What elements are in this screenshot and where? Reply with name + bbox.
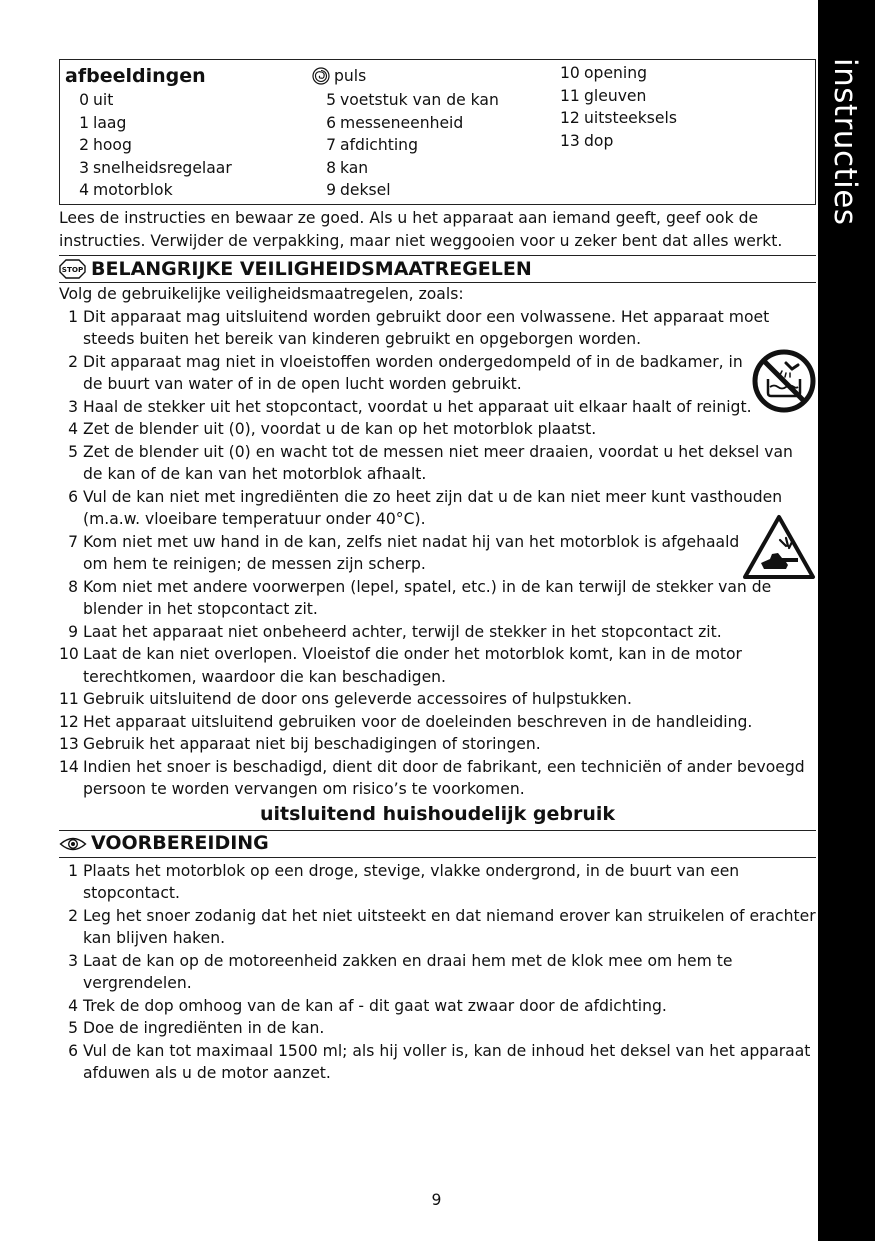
no-water-warning-icon <box>752 349 816 413</box>
safety-lead: Volg de gebruikelijke veiligheidsmaatregelen, zoals: <box>59 285 464 303</box>
figure-item: 12 uitsteeksels <box>560 109 677 127</box>
figure-item: 9 deksel <box>326 181 391 199</box>
safety-heading <box>59 255 816 283</box>
safety-list <box>59 306 816 801</box>
svg-text:STOP: STOP <box>61 265 84 275</box>
list-item: 4 Trek de dop omhoog van de kan af - dit gaat wat zwaar door de afdichting. <box>68 996 667 1015</box>
figure-item: 1 laag <box>79 113 127 132</box>
domestic-use-notice: uitsluitend huishoudelijk gebruik <box>259 802 616 825</box>
figure-item: 10 opening <box>560 64 648 82</box>
preparation-title: VOORBEREIDING <box>91 832 269 855</box>
list-item: 12 Het apparaat uitsluitend gebruiken voor de doeleinden beschreven in de handleiding. <box>59 712 753 731</box>
list-item: 1 Plaats het motorblok op een droge, stevige, vlakke ondergrond, in de buurt van een stopcontact. <box>68 861 740 902</box>
eye-icon <box>59 835 87 853</box>
page-number: 9 <box>431 1191 442 1209</box>
figures-column-2 <box>312 63 499 202</box>
figure-item-puls: puls <box>312 63 499 89</box>
page-content <box>59 59 816 1085</box>
list-item: 8 Kom niet met andere voorwerpen (lepel, spatel, etc.) in de kan terwijl de stekker van de blender in het stopcontact zit. <box>68 577 772 618</box>
list-item: 6 Vul de kan niet met ingrediënten die zo heet zijn dat u de kan niet meer kunt vasthouden (m.a.w. vloeibare temperatuur onder 40°C). <box>68 487 783 528</box>
figures-title: afbeeldingen <box>65 65 206 87</box>
list-item: 2 Dit apparaat mag niet in vloeistoffen worden ondergedompeld of in de badkamer, in de buurt van water of in de open lucht worden gebruikt. <box>68 352 743 393</box>
list-item: 7 Kom niet met uw hand in de kan, zelfs niet nadat hij van het motorblok is afgehaald om hem te reinigen; de messen zijn scherp. <box>68 532 740 573</box>
figures-column-1 <box>65 63 232 202</box>
list-item: 5 Doe de ingrediënten in de kan. <box>68 1019 325 1037</box>
figure-item: 6 messeneenheid <box>326 113 464 132</box>
list-item: 6 Vul de kan tot maximaal 1500 ml; als hij voller is, kan de inhoud het deksel van het apparaat afduwen als u de motor aanzet. <box>68 1041 811 1082</box>
list-item: 4 Zet de blender uit (0), voordat u de kan op het motorblok plaatst. <box>68 420 597 438</box>
list-item: 5 Zet de blender uit (0) en wacht tot de messen niet meer draaien, voordat u het deksel van de kan of de kan van het motorblok afhaalt. <box>68 442 793 483</box>
list-item: 3 Haal de stekker uit het stopcontact, voordat u het apparaat uit elkaar haalt of reinigt. <box>68 397 752 416</box>
list-item: 11 Gebruik uitsluitend de door ons geleverde accessoires of hulpstukken. <box>59 690 632 708</box>
figure-item: 2 hoog <box>79 136 132 154</box>
list-item: 9 Laat het apparaat niet onbeheerd achter, terwijl de stekker in het stopcontact zit. <box>68 622 722 641</box>
stop-icon <box>59 259 86 279</box>
pulse-icon <box>312 67 330 85</box>
list-item: 1 Dit apparaat mag uitsluitend worden gebruikt door een volwassene. Het apparaat moet steeds buiten het bereik van kinderen gebruikt en opgeborgen worden. <box>68 307 770 348</box>
list-item: 13 Gebruik het apparaat niet bij beschadigingen of storingen. <box>59 735 541 753</box>
figure-item: 8 kan <box>326 158 369 177</box>
figure-item: 11 gleuven <box>560 86 647 105</box>
list-item: 10 Laat de kan niet overlopen. Vloeistof die onder het motorblok komt, kan in de motor terechtkomen, waardoor die kan beschadigen. <box>59 645 742 686</box>
figure-item: 5 voetstuk van de kan <box>326 91 499 109</box>
preparation-list <box>59 860 816 1085</box>
sharp-blades-warning-icon <box>742 514 816 580</box>
list-item: 2 Leg het snoer zodanig dat het niet uitsteekt en dat niemand erover kan struikelen of erachter kan blijven haken. <box>68 906 816 947</box>
section-sidebar <box>818 0 875 1241</box>
list-item: 14 Indien het snoer is beschadigd, dient dit door de fabrikant, een techniciën of ander bevoegd persoon te worden vervangen om risico’s te voorkomen. <box>59 757 805 798</box>
figure-item: 13 dop <box>560 131 614 150</box>
figures-column-3 <box>560 62 677 152</box>
intro-paragraph: Lees de instructies en bewaar ze goed. Als u het apparaat aan iemand geeft, geef ook de instructies. Verwijder de verpakking, maar niet weggooien voor u zeker bent dat alles werkt. <box>59 209 783 250</box>
figures-legend <box>59 59 816 205</box>
figure-item: 0 uit <box>79 91 114 109</box>
figure-item: 3 snelheidsregelaar <box>79 158 232 177</box>
preparation-heading <box>59 830 816 858</box>
list-item: 3 Laat de kan op de motoreenheid zakken en draai hem met de klok mee om hem te vergrendelen. <box>68 951 733 992</box>
section-label: instructies <box>827 58 863 226</box>
figure-item: 7 afdichting <box>326 136 418 154</box>
figure-item: 4 motorblok <box>79 181 173 199</box>
safety-title: BELANGRIJKE VEILIGHEIDSMAATREGELEN <box>91 257 532 280</box>
